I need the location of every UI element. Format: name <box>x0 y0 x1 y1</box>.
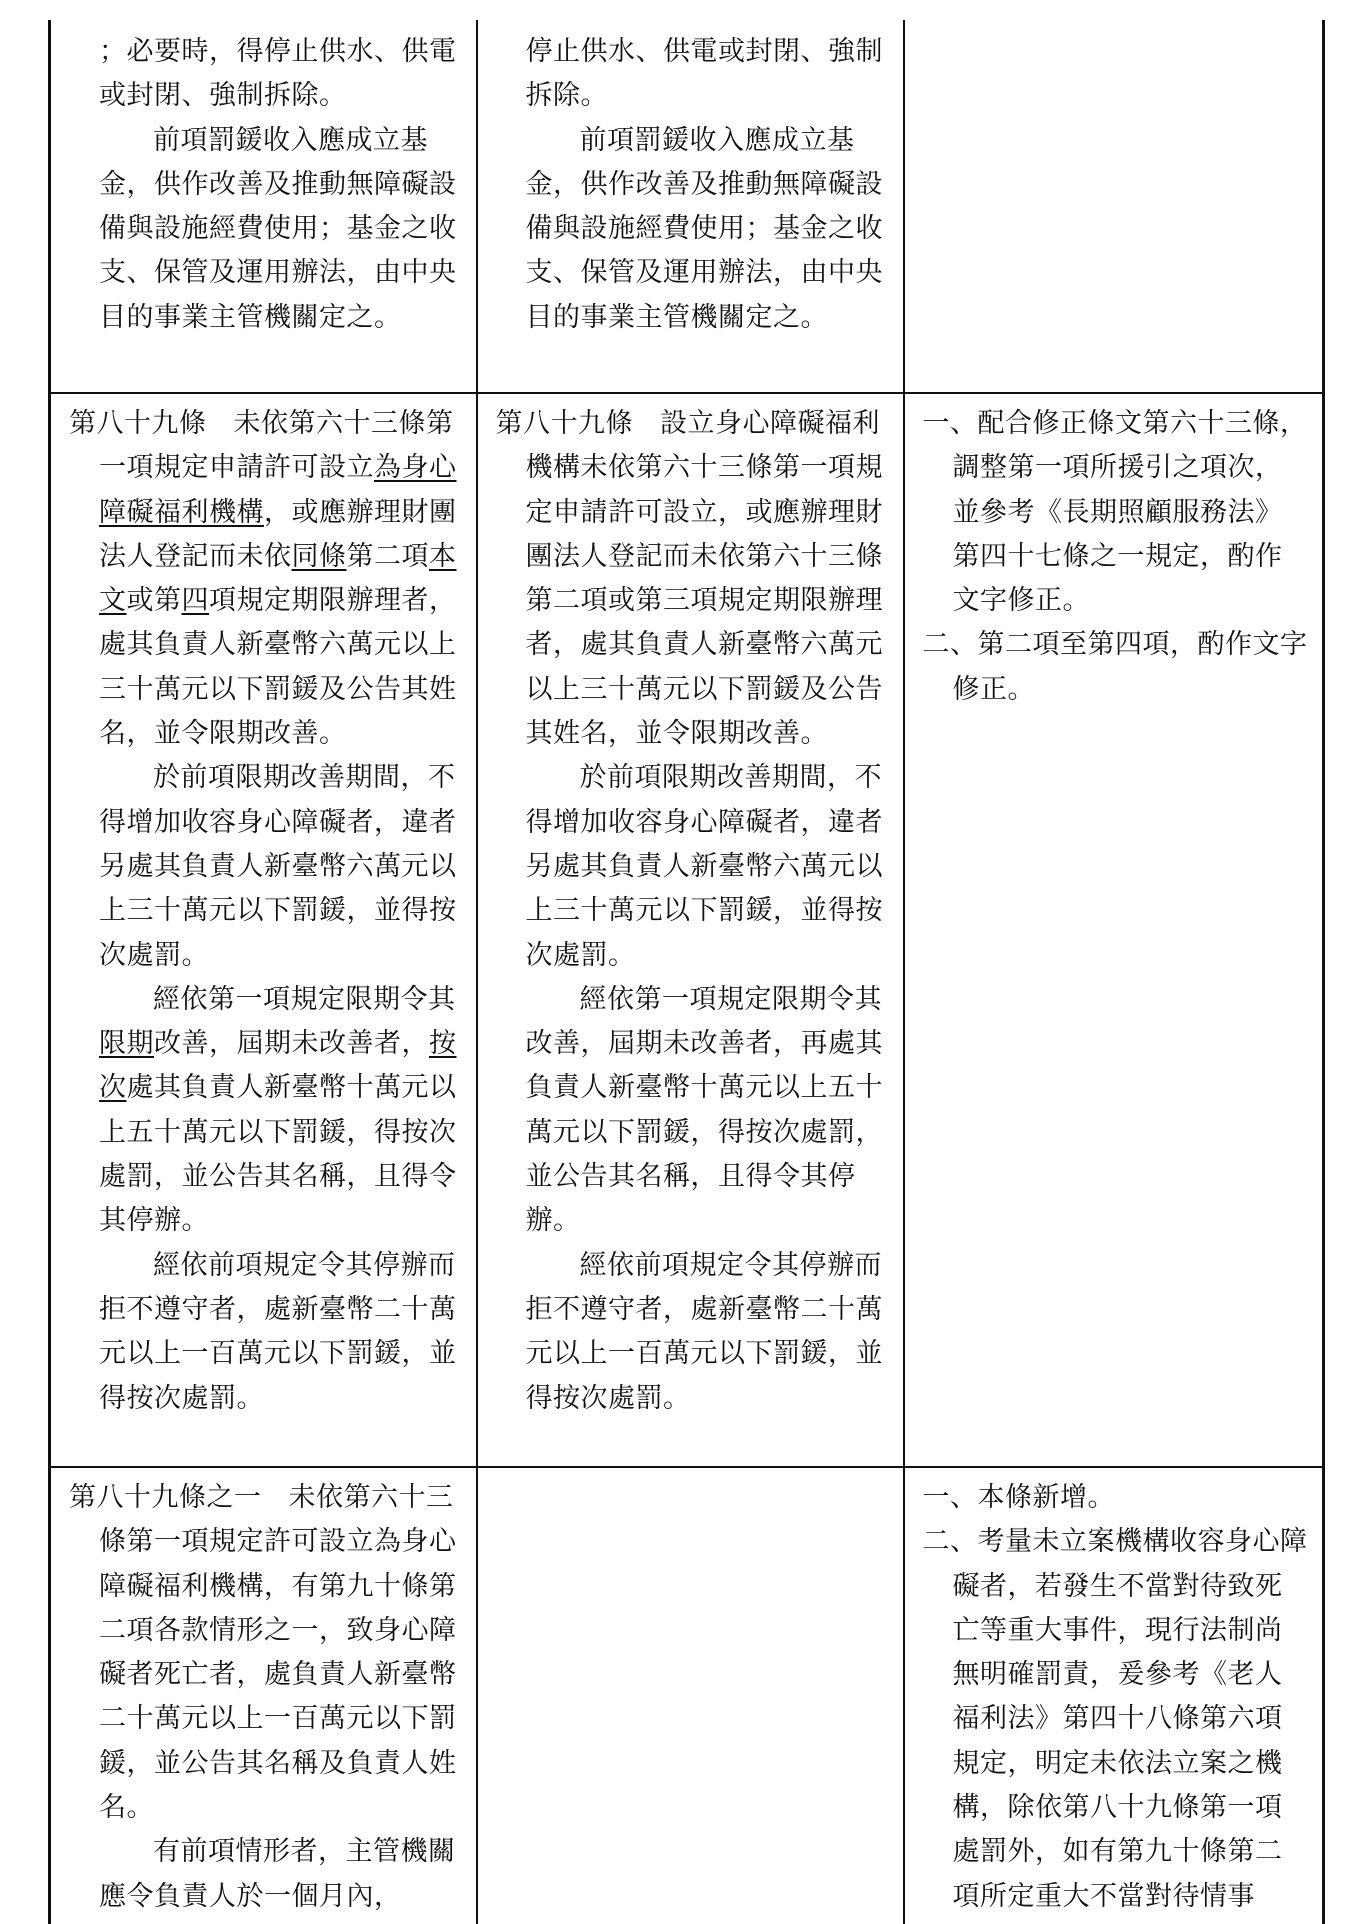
article-number: 第八十九條 <box>69 408 207 439</box>
amended-underline: 同條 <box>291 540 347 572</box>
text-span: 或第 <box>126 585 182 617</box>
current-text-cell <box>477 1467 904 1924</box>
text-span: 第二項 <box>346 540 429 572</box>
amended-underline: 按次 <box>99 1028 457 1104</box>
article-number: 第八十九條之一 <box>69 1482 262 1513</box>
explanation-item: 一、配合修正條文第六十三條，調整第一項所援引之項次，並參考《長期照顧服務法》第四十七條之一規定，酌作文字修正。 <box>922 408 1308 617</box>
paragraph <box>69 978 462 1244</box>
text-span: 未依第六十三條第一項規定許可設立為身心障礙福利機構，有第九十條第二項各款情形之一，致身心障礙者死亡者，處負責人新臺幣二十萬元以上一百萬元以下罰鍰，並公告其名稱及負責人姓名。 <box>99 1482 457 1824</box>
amended-text-cell <box>50 393 477 1467</box>
paragraph: 經依第一項規定限期令其改善，屆期未改善者，再處其負責人新臺幣十萬元以上五十萬元以下罰鍰，得按次處罰，並公告其名稱，且得令其停辦。 <box>525 983 883 1237</box>
amended-text-cell <box>50 1467 477 1924</box>
paragraph: 前項罰鍰收入應成立基金，供作改善及推動無障礙設備與設施經費使用；基金之收支、保管及運用辦法，由中央目的事業主管機關定之。 <box>99 124 457 333</box>
explanation-item: 二、第二項至第四項，酌作文字修正。 <box>922 629 1308 705</box>
current-text-cell <box>477 20 904 393</box>
paragraph: 有前項情形者，主管機關應令負責人於一個月內， <box>99 1836 456 1912</box>
paragraph: 經依前項規定令其停辦而拒不遵守者，處新臺幣二十萬元以上一百萬元以下罰鍰，並得按次處罰。 <box>99 1249 457 1414</box>
explanation-cell <box>904 1467 1324 1924</box>
text-span: 經依第一項規定限期令其 <box>153 983 456 1015</box>
text-span: 處其負責人新臺幣十萬元以上五十萬元以下罰鍰，得按次處罰，並公告其名稱，且得令其停辦。 <box>99 1072 457 1237</box>
table-row <box>50 20 1324 393</box>
article-first-paragraph <box>69 402 462 756</box>
paragraph: 前項罰鍰收入應成立基金，供作改善及推動無障礙設備與設施經費使用；基金之收支、保管及運用辦法，由中央目的事業主管機關定之。 <box>525 124 883 333</box>
explanation-cell <box>904 20 1324 393</box>
paragraph: 於前項限期改善期間，不得增加收容身心障礙者，違者另處其負責人新臺幣六萬元以上三十萬元以下罰鍰，並得按次處罰。 <box>99 762 457 971</box>
comparison-table <box>48 20 1325 1924</box>
article-continuation: ；必要時，得停止供水、供電或封閉、強制拆除。 <box>99 36 457 112</box>
amended-underline: 限期 <box>99 1028 154 1060</box>
amended-underline: 為身心障礙福利機構 <box>99 452 457 528</box>
article-first-paragraph <box>496 402 889 756</box>
explanation-cell <box>904 393 1324 1467</box>
text-span: 改善，屆期未改善者， <box>154 1028 429 1060</box>
article-continuation: 停止供水、供電或封閉、強制拆除。 <box>525 36 883 112</box>
text-span: 未依第六十三條第一項規定申請許可設立 <box>99 408 454 484</box>
text-span: 設立身心障礙福利機構未依第六十三條第一項規定申請許可設立，或應辦理財團法人登記而未依第六十三條第二項或第三項規定期限辦理者，處其負責人新臺幣六萬元以上三十萬元以下罰鍰及公告其姓名，並令限期改善。 <box>525 408 883 750</box>
table-row <box>50 1467 1324 1924</box>
paragraph: 於前項限期改善期間，不得增加收容身心障礙者，違者另處其負責人新臺幣六萬元以上三十萬元以下罰鍰，並得按次處罰。 <box>525 762 883 971</box>
article-first-paragraph <box>69 1476 462 1830</box>
explanation-item: 二、考量未立案機構收容身心障礙者，若發生不當對待致死亡等重大事件，現行法制尚無明確罰責，爰參考《老人福利法》第四十八條第六項規定，明定未依法立案之機構，除依第八十九條第一項處罰外，如有第九十條第二項所定重大不當對待情事 <box>922 1526 1308 1912</box>
paragraph: 經依前項規定令其停辦而拒不遵守者，處新臺幣二十萬元以上一百萬元以下罰鍰，並得按次處罰。 <box>525 1249 883 1414</box>
amended-underline: 四 <box>181 585 209 617</box>
text-span: ，或應辦理財團法人登記而未依 <box>99 496 457 572</box>
article-number: 第八十九條 <box>495 408 633 439</box>
explanation-item: 一、本條新增。 <box>922 1482 1115 1513</box>
text-span: 項規定期限辦理者，處其負責人新臺幣六萬元以上三十萬元以下罰鍰及公告其姓名，並令限期改善。 <box>99 585 457 750</box>
table-row <box>50 393 1324 1467</box>
current-text-cell <box>477 393 904 1467</box>
amended-text-cell <box>50 20 477 393</box>
amended-underline: 本文 <box>99 540 457 617</box>
